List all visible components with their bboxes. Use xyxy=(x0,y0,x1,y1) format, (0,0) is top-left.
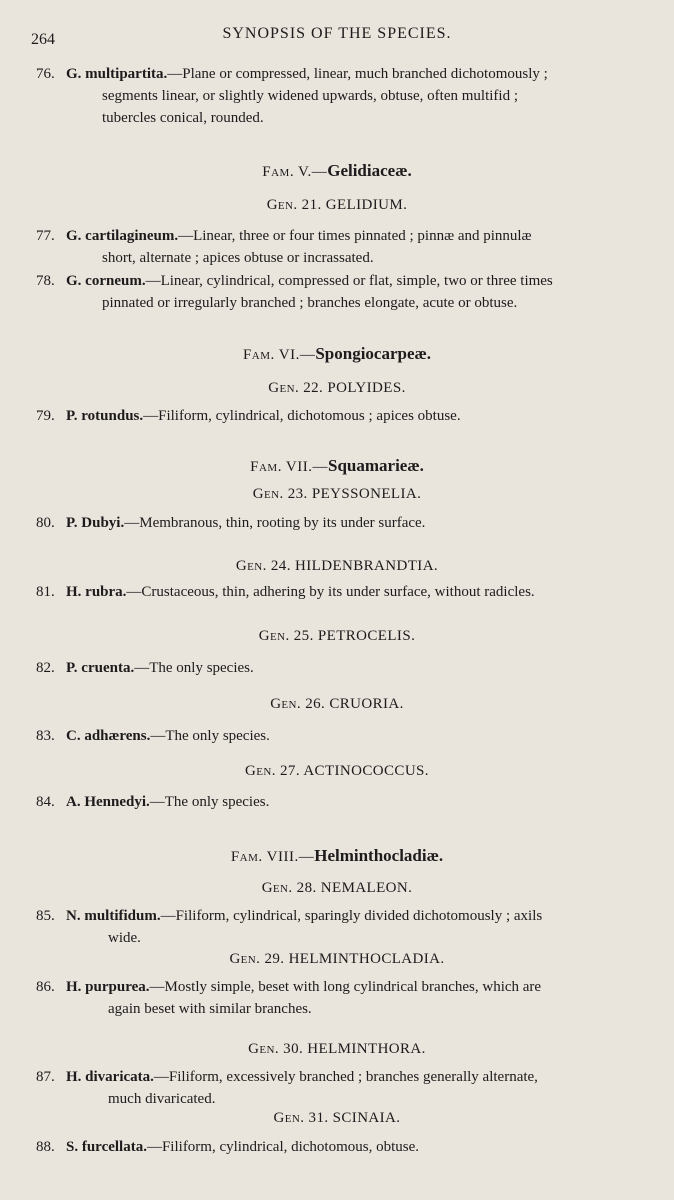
genus-label: Gen. 21. xyxy=(266,197,322,213)
running-title: SYNOPSIS OF THE SPECIES. xyxy=(222,25,452,42)
genus-label: Gen. 22. xyxy=(268,380,324,396)
genus-heading-25 xyxy=(0,628,674,645)
species-name: H. rubra. xyxy=(66,584,127,600)
genus-heading-28 xyxy=(0,880,674,897)
genus-name: HELMINTHOCLADIA. xyxy=(288,951,445,967)
entry-line-1 xyxy=(66,66,548,83)
species-description: —The only species. xyxy=(149,794,270,810)
species-description: —Plane or compressed, linear, much branched dichotomously ; xyxy=(167,66,548,82)
entry-line-2: segments linear, or slightly widened upwards, obtuse, often multifid ; xyxy=(102,88,518,104)
genus-name: SCINAIA. xyxy=(332,1110,401,1126)
species-name: P. cruenta. xyxy=(66,660,135,676)
genus-name: PEYSSONELIA. xyxy=(311,486,422,502)
species-name: N. multifidum. xyxy=(66,908,161,924)
entry-number: 81. xyxy=(36,584,55,600)
family-name: Squamarieæ. xyxy=(328,456,424,475)
species-name: A. Hennedyi. xyxy=(66,794,150,810)
page-number: 264 xyxy=(31,31,55,48)
entry-number: 83. xyxy=(36,728,55,744)
genus-heading-24 xyxy=(0,558,674,575)
entry-line-1 xyxy=(66,979,541,996)
entry-number: 77. xyxy=(36,228,55,244)
entry-line-1 xyxy=(66,584,535,601)
species-name: G. multipartita. xyxy=(66,66,168,82)
species-description: —Linear, cylindrical, compressed or flat, simple, two or three times xyxy=(145,273,553,289)
family-label: Fam. VII.— xyxy=(250,459,328,475)
genus-label: Gen. 31. xyxy=(273,1110,329,1126)
family-label: Fam. V.— xyxy=(262,164,328,180)
entry-line-2: again beset with similar branches. xyxy=(108,1001,312,1017)
species-description: —Filiform, cylindrical, sparingly divided dichotomously ; axils xyxy=(160,908,543,924)
genus-heading-21 xyxy=(0,197,674,214)
entry-line-2: wide. xyxy=(108,930,141,946)
entry-line-1 xyxy=(66,908,542,925)
entry-number: 82. xyxy=(36,660,55,676)
family-name: Gelidiaceæ. xyxy=(327,161,412,180)
genus-name: POLYIDES. xyxy=(327,380,406,396)
genus-heading-31 xyxy=(0,1110,674,1127)
entry-line-2: pinnated or irregularly branched ; branches elongate, acute or obtuse. xyxy=(102,295,518,311)
family-heading-8 xyxy=(0,846,674,866)
entry-line-3: tubercles conical, rounded. xyxy=(102,110,264,126)
species-name: P. rotundus. xyxy=(66,408,144,424)
species-name: H. purpurea. xyxy=(66,979,150,995)
genus-name: HELMINTHORA. xyxy=(307,1041,426,1057)
genus-name: HILDENBRANDTIA. xyxy=(295,558,439,574)
entry-line-1 xyxy=(66,515,425,532)
species-description: —Filiform, excessively branched ; branches generally alternate, xyxy=(153,1069,538,1085)
species-name: H. divaricata. xyxy=(66,1069,154,1085)
entry-number: 78. xyxy=(36,273,55,289)
genus-heading-27 xyxy=(0,763,674,780)
species-description: —Filiform, cylindrical, dichotomous, obtuse. xyxy=(146,1139,420,1155)
entry-number: 76. xyxy=(36,66,55,82)
genus-label: Gen. 25. xyxy=(258,628,314,644)
genus-label: Gen. 23. xyxy=(252,486,308,502)
species-description: —The only species. xyxy=(134,660,254,676)
genus-heading-30 xyxy=(0,1041,674,1058)
genus-label: Gen. 28. xyxy=(261,880,317,896)
genus-heading-22 xyxy=(0,380,674,397)
genus-name: NEMALEON. xyxy=(320,880,413,896)
species-description: —Membranous, thin, rooting by its under surface. xyxy=(124,515,426,531)
species-description: —The only species. xyxy=(150,728,270,744)
genus-name: CRUORIA. xyxy=(329,696,404,712)
entry-number: 87. xyxy=(36,1069,55,1085)
species-name: G. corneum. xyxy=(66,273,146,289)
entry-number: 88. xyxy=(36,1139,55,1155)
family-label: Fam. VIII.— xyxy=(230,849,315,865)
genus-label: Gen. 24. xyxy=(235,558,291,574)
entry-line-1 xyxy=(66,728,270,745)
genus-heading-29 xyxy=(0,951,674,968)
family-name: Spongiocarpeæ. xyxy=(315,344,432,363)
genus-name: ACTINOCOCCUS. xyxy=(303,763,429,779)
family-heading-5 xyxy=(0,161,674,181)
species-name: S. furcellata. xyxy=(66,1139,147,1155)
entry-line-1 xyxy=(66,228,532,245)
genus-name: GELIDIUM. xyxy=(325,197,408,213)
entry-line-2: short, alternate ; apices obtuse or incrassated. xyxy=(102,250,374,266)
genus-label: Gen. 26. xyxy=(270,696,326,712)
entry-line-1 xyxy=(66,1139,419,1156)
entry-number: 84. xyxy=(36,794,55,810)
genus-label: Gen. 30. xyxy=(248,1041,304,1057)
species-name: C. adhærens. xyxy=(66,728,151,744)
family-heading-6 xyxy=(0,344,674,364)
entry-number: 86. xyxy=(36,979,55,995)
family-heading-7 xyxy=(0,456,674,476)
entry-line-1 xyxy=(66,408,461,425)
species-description: —Mostly simple, beset with long cylindrical branches, which are xyxy=(149,979,542,995)
entry-number: 85. xyxy=(36,908,55,924)
entry-line-2: much divaricated. xyxy=(108,1091,216,1107)
genus-heading-26 xyxy=(0,696,674,713)
family-name: Helminthocladiæ. xyxy=(314,846,444,865)
species-description: —Crustaceous, thin, adhering by its under surface, without radicles. xyxy=(126,584,535,600)
genus-heading-23 xyxy=(0,486,674,503)
genus-name: PETROCELIS. xyxy=(317,628,416,644)
genus-label: Gen. 29. xyxy=(229,951,285,967)
species-description: —Linear, three or four times pinnated ; pinnæ and pinnulæ xyxy=(178,228,532,244)
entry-line-1 xyxy=(66,1069,538,1086)
entry-line-1 xyxy=(66,273,553,290)
species-description: —Filiform, cylindrical, dichotomous ; apices obtuse. xyxy=(143,408,461,424)
species-name: P. Dubyi. xyxy=(66,515,125,531)
page-header xyxy=(0,24,674,48)
species-name: G. cartilagineum. xyxy=(66,228,179,244)
entry-number: 80. xyxy=(36,515,55,531)
family-label: Fam. VI.— xyxy=(242,347,316,363)
entry-number: 79. xyxy=(36,408,55,424)
genus-label: Gen. 27. xyxy=(245,763,300,779)
entry-line-1 xyxy=(66,660,254,677)
entry-line-1 xyxy=(66,794,269,811)
